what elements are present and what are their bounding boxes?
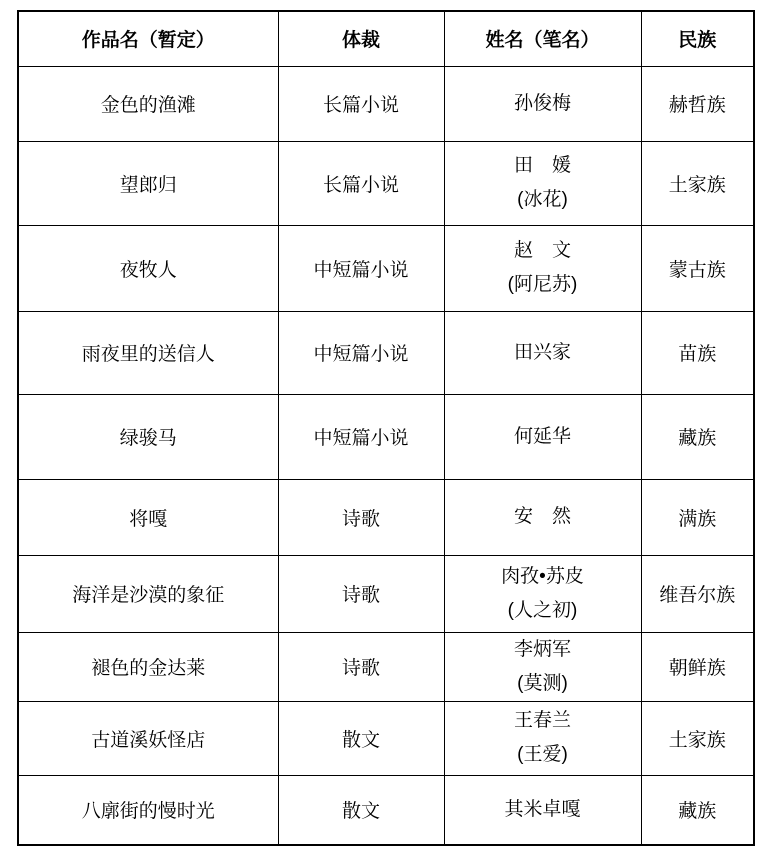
author-pen-name: (人之初) [507,599,578,621]
table-row [18,632,754,701]
author-name-cell [444,311,641,394]
table-row [18,311,754,394]
table-row [18,775,754,845]
header-row [18,11,754,66]
author-name: 何延华 [513,425,571,447]
ethnicity-cell: 土家族 [641,701,754,775]
table-row [18,225,754,311]
author-pen-name: (莫测) [517,672,568,694]
ethnicity-cell: 苗族 [641,311,754,394]
work-title-cell: 八廓街的慢时光 [18,775,278,845]
work-title-cell: 夜牧人 [18,225,278,311]
author-name-cell [444,66,641,141]
author-name-cell [444,701,641,775]
author-name-cell [444,632,641,701]
author-name: 安 然 [513,506,571,527]
table-row [18,479,754,555]
author-name-cell [444,394,641,479]
ethnicity-cell: 藏族 [641,394,754,479]
genre-cell: 散文 [278,775,444,845]
work-title-cell: 将嘎 [18,479,278,555]
genre-cell: 长篇小说 [278,66,444,141]
ethnicity-cell: 维吾尔族 [641,555,754,632]
author-name: 田 媛 [513,155,571,176]
genre-cell: 诗歌 [278,555,444,632]
work-title-cell: 褪色的金达莱 [18,632,278,701]
author-name: 孙俊梅 [513,92,571,114]
work-title-cell: 海洋是沙漠的象征 [18,555,278,632]
ethnicity-cell: 藏族 [641,775,754,845]
author-name: 其米卓嘎 [504,798,581,820]
author-name: 赵 文 [513,240,571,261]
table-row [18,394,754,479]
col-header-author-name: 姓名（笔名） [444,11,641,66]
author-name: 李炳军 [513,638,571,660]
author-name-cell [444,225,641,311]
genre-cell: 诗歌 [278,479,444,555]
ethnicity-cell: 蒙古族 [641,225,754,311]
ethnicity-cell: 土家族 [641,141,754,225]
author-name: 王春兰 [513,710,571,731]
genre-cell: 散文 [278,701,444,775]
ethnicity-cell: 朝鲜族 [641,632,754,701]
genre-cell: 中短篇小说 [278,394,444,479]
work-title-cell: 金色的渔滩 [18,66,278,141]
col-header-work-title: 作品名（暂定） [18,11,278,66]
table-row [18,141,754,225]
work-title-cell: 绿骏马 [18,394,278,479]
table-row [18,66,754,141]
work-title-cell: 望郎归 [18,141,278,225]
ethnicity-cell: 赫哲族 [641,66,754,141]
col-header-ethnicity: 民族 [641,11,754,66]
work-title-cell: 古道溪妖怪店 [18,701,278,775]
author-name-cell [444,555,641,632]
genre-cell: 诗歌 [278,632,444,701]
table-row [18,701,754,775]
table-row [18,555,754,632]
works-table [17,10,755,846]
author-pen-name: (阿尼苏) [507,274,578,295]
genre-cell: 中短篇小说 [278,225,444,311]
author-name-cell [444,141,641,225]
author-name-cell [444,479,641,555]
ethnicity-cell: 满族 [641,479,754,555]
work-title-cell: 雨夜里的送信人 [18,311,278,394]
author-pen-name: (王爱) [517,744,568,765]
author-pen-name: (冰花) [517,189,568,210]
genre-cell: 长篇小说 [278,141,444,225]
genre-cell: 中短篇小说 [278,311,444,394]
col-header-genre: 体裁 [278,11,444,66]
author-name: 肉孜•苏皮 [501,565,584,587]
author-name: 田兴家 [513,341,571,363]
author-name-cell [444,775,641,845]
